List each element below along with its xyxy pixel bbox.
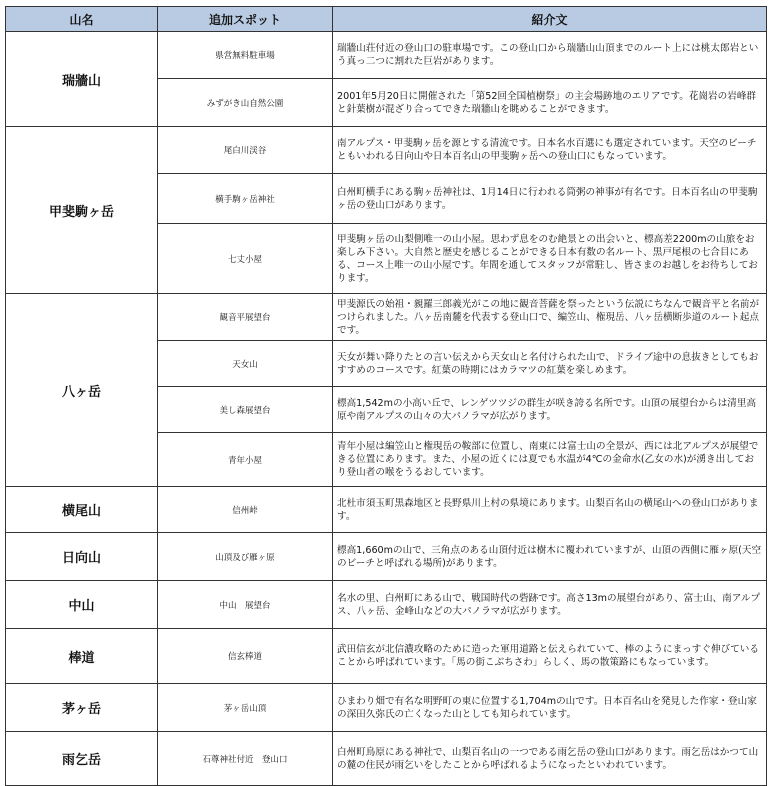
mountain-name: 八ヶ岳 xyxy=(6,294,158,487)
mountain-name: 雨乞岳 xyxy=(6,732,158,786)
spot-name: 美し森展望台 xyxy=(158,387,333,433)
spot-name: 信玄棒道 xyxy=(158,629,333,684)
spot-description: 天女が舞い降りたとの言い伝えから天女山と名付けられた山で、ドライブ途中の息抜きとしてもおすすめのコースです。紅葉の時期にはカラマツの紅葉を楽しめます。 xyxy=(333,341,767,387)
table-row xyxy=(6,32,767,79)
table-row xyxy=(6,487,767,533)
spot-description: 標高1,542mの小高い丘で、レンゲツツジの群生が咲き誇る名所です。山頂の展望台からは清里高原や南アルプスの山々の大パノラマが広がります。 xyxy=(333,387,767,433)
spot-description: 南アルプス・甲斐駒ヶ岳を源とする清流です。日本名水百選にも選定されています。天空のビーチともいわれる日向山や日本百名山の甲斐駒ヶ岳への登山口にもなっています。 xyxy=(333,127,767,174)
table-row xyxy=(6,629,767,684)
header-mountain: 山名 xyxy=(6,7,158,32)
spot-description: 2001年5月20日に開催された「第52回全国植樹祭」の主会場跡地のエリアです。花崗岩の岩峰群と針葉樹が混ざり合ってできた瑞牆山を眺めることができます。 xyxy=(333,79,767,127)
spot-description: 甲斐駒ヶ岳の山梨側唯一の山小屋。思わず息をのむ絶景との出会いと、標高差2200mの山旅をお楽しみ下さい。大自然と歴史を感じることができる日本有数の名ルート、黒戸尾根の七合目にある、コース上唯一の山小屋です。年間を通してスタッフが常駐し、皆さまのお越しをお待ちしております。 xyxy=(333,224,767,294)
mountain-name: 棒道 xyxy=(6,629,158,684)
spot-description: 白州町横手にある駒ヶ岳神社は、1月14日に行われる筒粥の神事が有名です。日本百名山の甲斐駒ヶ岳の登山口があります。 xyxy=(333,174,767,224)
spot-name: 青年小屋 xyxy=(158,433,333,487)
header-description: 紹介文 xyxy=(333,7,767,32)
spot-description: 名水の里、白州町にある山で、戦国時代の砦跡です。高さ13mの展望台があり、富士山、南アルプス、八ヶ岳、金峰山などの大パノラマが広がります。 xyxy=(333,581,767,629)
spot-name: 観音平展望台 xyxy=(158,294,333,341)
mountain-name: 茅ヶ岳 xyxy=(6,684,158,732)
spot-description: 白州町鳥原にある神社で、山梨百名山の一つである雨乞岳の登山口があります。雨乞岳はかつて山の麓の住民が雨乞いをしたことから呼ばれるようになったといわれています。 xyxy=(333,732,767,786)
mountain-spot-table xyxy=(5,6,767,786)
table-row xyxy=(6,127,767,174)
spot-name: みずがき山自然公園 xyxy=(158,79,333,127)
spot-name: 尾白川渓谷 xyxy=(158,127,333,174)
spot-table-wrapper xyxy=(5,6,767,786)
header-spot: 追加スポット xyxy=(158,7,333,32)
table-row xyxy=(6,732,767,786)
spot-name: 中山 展望台 xyxy=(158,581,333,629)
mountain-name: 横尾山 xyxy=(6,487,158,533)
spot-name: 天女山 xyxy=(158,341,333,387)
spot-name: 山頂及び雁ヶ原 xyxy=(158,533,333,581)
header-row xyxy=(6,7,767,32)
mountain-name: 中山 xyxy=(6,581,158,629)
spot-name: 七丈小屋 xyxy=(158,224,333,294)
spot-description: 瑞牆山荘付近の登山口の駐車場です。この登山口から瑞牆山山頂までのルート上には桃太郎岩という真っ二つに割れた巨岩があります。 xyxy=(333,32,767,79)
spot-name: 茅ヶ岳山頂 xyxy=(158,684,333,732)
spot-description: 甲斐源氏の始祖・親羅三郎義光がこの地に観音菩薩を祭ったという伝説にちなんで観音平と名前がつけられました。八ヶ岳南麓を代表する登山口で、編笠山、権現岳、八ヶ岳横断歩道のルート起点です。 xyxy=(333,294,767,341)
spot-description: 青年小屋は編笠山と権現岳の鞍部に位置し、南東には富士山の全景が、西には北アルプスが展望できる位置にあります。また、小屋の近くには夏でも水温が4℃の金命水(乙女の水)が湧き出しており登山者の喉をうるおしています。 xyxy=(333,433,767,487)
table-row xyxy=(6,533,767,581)
spot-description: 武田信玄が北信濃攻略のために造った軍用道路と伝えられていて、棒のようにまっすぐ伸びていることから呼ばれています。「馬の街こぶちさわ」らしく、馬の散策路にもなっています。 xyxy=(333,629,767,684)
spot-name: 信州峠 xyxy=(158,487,333,533)
spot-name: 石尊神社付近 登山口 xyxy=(158,732,333,786)
spot-name: 横手駒ヶ岳神社 xyxy=(158,174,333,224)
table-row xyxy=(6,684,767,732)
spot-description: ひまわり畑で有名な明野町の東に位置する1,704mの山です。日本百名山を発見した作家・登山家の深田久弥氏の亡くなった山としても知られています。 xyxy=(333,684,767,732)
mountain-name: 日向山 xyxy=(6,533,158,581)
table-row xyxy=(6,294,767,341)
table-row xyxy=(6,581,767,629)
mountain-name: 甲斐駒ヶ岳 xyxy=(6,127,158,294)
spot-description: 北杜市須玉町黒森地区と長野県川上村の県境にあります。山梨百名山の横尾山への登山口があります。 xyxy=(333,487,767,533)
spot-name: 県営無料駐車場 xyxy=(158,32,333,79)
mountain-name: 瑞牆山 xyxy=(6,32,158,127)
spot-description: 標高1,660mの山で、三角点のある山頂付近は樹木に覆われていますが、山頂の西側に雁ヶ原(天空のビーチと呼ばれる場所)があります。 xyxy=(333,533,767,581)
